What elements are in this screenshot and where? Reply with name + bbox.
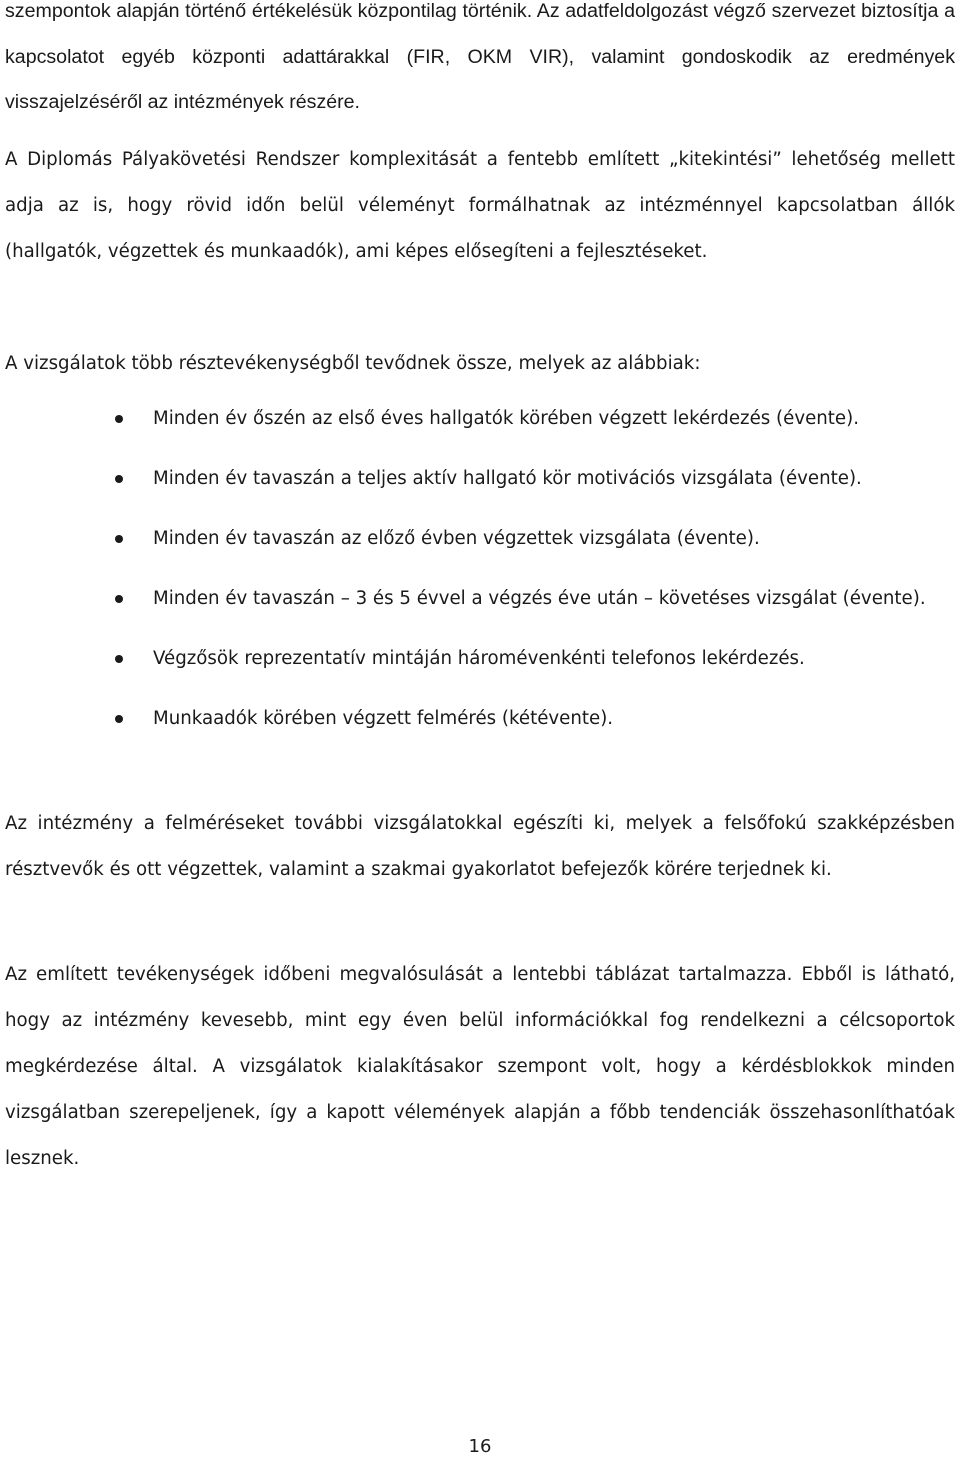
list-item: Minden év tavaszán a teljes aktív hallgató kör motivációs vizsgálata (évente). — [5, 456, 955, 502]
activities-list — [5, 396, 955, 756]
bullet-icon — [115, 655, 123, 663]
list-item: Végzősök reprezentatív mintáján háromévenkénti telefonos lekérdezés. — [5, 636, 955, 682]
bullet-icon — [115, 595, 123, 603]
bullet-icon — [115, 715, 123, 723]
paragraph-supplementary: Az intézmény a felméréseket további vizsgálatokkal egészíti ki, melyek a felsőfokú szakképzésben résztvevők és ott végzettek, valamint a szakmai gyakorlatot befejezők körére terjednek ki. — [5, 813, 955, 880]
bullet-icon — [115, 415, 123, 423]
paragraph-dpr-complexity: A Diplomás Pályakövetési Rendszer komplexitását a fentebb említett „kitekintési” lehetőség mellett adja az is, hogy rövid időn belül véleményt formálhatnak az intézménnyel kapcsolatban állók (hallgatók, végzettek és munkaadók), ami képes elősegíteni a fejlesztéseket. — [5, 149, 955, 262]
page-number: 16 — [468, 1436, 492, 1457]
list-item: Munkaadók körében végzett felmérés (kétévente). — [5, 696, 955, 742]
list-item: Minden év tavaszán az előző évben végzettek vizsgálata (évente). — [5, 516, 955, 562]
bullet-icon — [115, 535, 123, 543]
paragraph-timeline: Az említett tevékenységek időbeni megvalósulását a lentebbi táblázat tartalmazza. Ebből is látható, hogy az intézmény kevesebb, mint egy éven belül információkkal fog rendelkezni a célcsoportok megkérdezése által. A vizsgálatok kialakításakor szempont volt, hogy a kérdésblokkok minden vizsgálatban szerepeljenek, így a kapott vélemények alapján a főbb tendenciák összehasonlíthatóak lesznek. — [5, 964, 955, 1169]
paragraph-activities-intro: A vizsgálatok több résztevékenységből tevődnek össze, melyek az alábbiak: — [5, 353, 701, 374]
paragraph-data-processing: szempontok alapján történő értékelésük központilag történik. Az adatfeldolgozást végző szervezet biztosítja a kapcsolatot egyéb központi adattárakkal (FIR, OKM VIR), valamint gondoskodik az eredmények visszajelzéséről az intézmények részére. — [5, 0, 955, 113]
list-item: Minden év tavaszán – 3 és 5 évvel a végzés éve után – követéses vizsgálat (évente). — [5, 576, 955, 622]
list-item: Minden év őszén az első éves hallgatók körében végzett lekérdezés (évente). — [5, 396, 955, 442]
bullet-icon — [115, 475, 123, 483]
